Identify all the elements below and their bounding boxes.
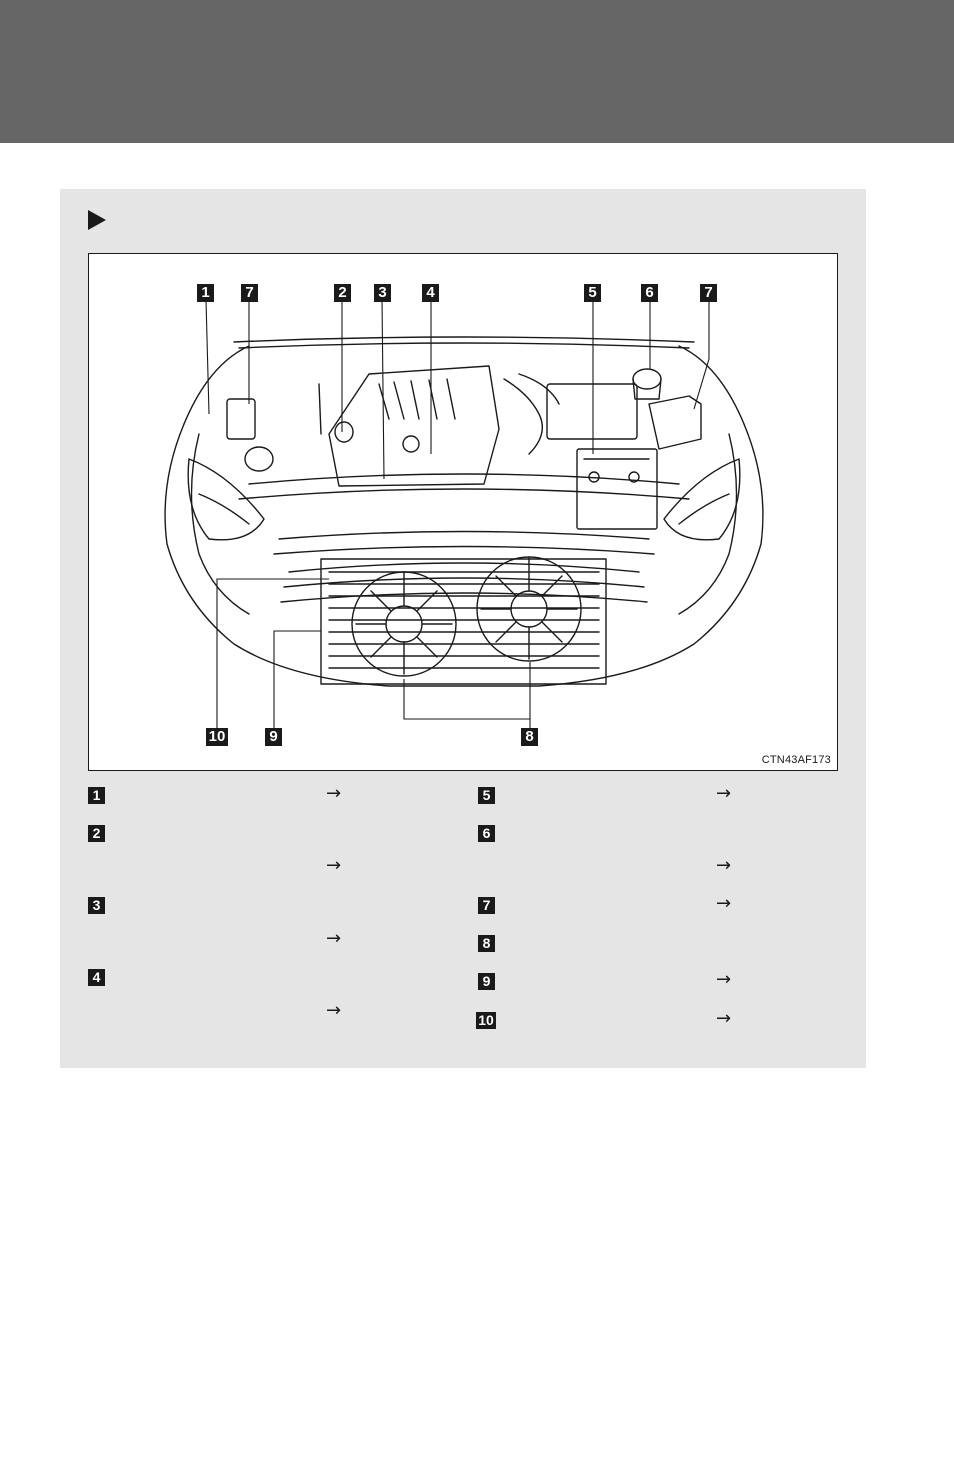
reference-arrow-icon: → — [716, 783, 732, 804]
callout-9: 9 — [265, 728, 282, 746]
reference-arrow-icon: → — [326, 1000, 342, 1021]
legend-number-8: 8 — [478, 935, 495, 952]
reference-arrow-icon: → — [716, 855, 732, 876]
callout-10: 10 — [206, 728, 228, 746]
legend-number-4: 4 — [88, 969, 105, 986]
callout-6: 6 — [641, 284, 658, 302]
reference-arrow-icon: → — [326, 855, 342, 876]
reference-arrow-icon: → — [716, 893, 732, 914]
reference-arrow-icon: → — [716, 1008, 732, 1029]
legend-number-7: 7 — [478, 897, 495, 914]
callout-7-right: 7 — [700, 284, 717, 302]
callout-2: 2 — [334, 284, 351, 302]
legend-number-9: 9 — [478, 973, 495, 990]
section-marker-icon — [88, 210, 106, 230]
reference-arrow-icon: → — [716, 969, 732, 990]
callout-4: 4 — [422, 284, 439, 302]
callout-8: 8 — [521, 728, 538, 746]
legend-number-10: 10 — [476, 1012, 496, 1029]
reference-arrow-icon: → — [326, 783, 342, 804]
legend-number-2: 2 — [88, 825, 105, 842]
callout-5: 5 — [584, 284, 601, 302]
figure-code: CTN43AF173 — [761, 754, 831, 766]
callout-7-left: 7 — [241, 284, 258, 302]
engine-compartment-figure — [88, 253, 838, 771]
callout-3: 3 — [374, 284, 391, 302]
header-band — [0, 0, 954, 143]
legend-number-5: 5 — [478, 787, 495, 804]
legend-number-3: 3 — [88, 897, 105, 914]
callout-1: 1 — [197, 284, 214, 302]
legend-number-6: 6 — [478, 825, 495, 842]
reference-arrow-icon: → — [326, 928, 342, 949]
engine-illustration — [89, 254, 838, 771]
legend-number-1: 1 — [88, 787, 105, 804]
